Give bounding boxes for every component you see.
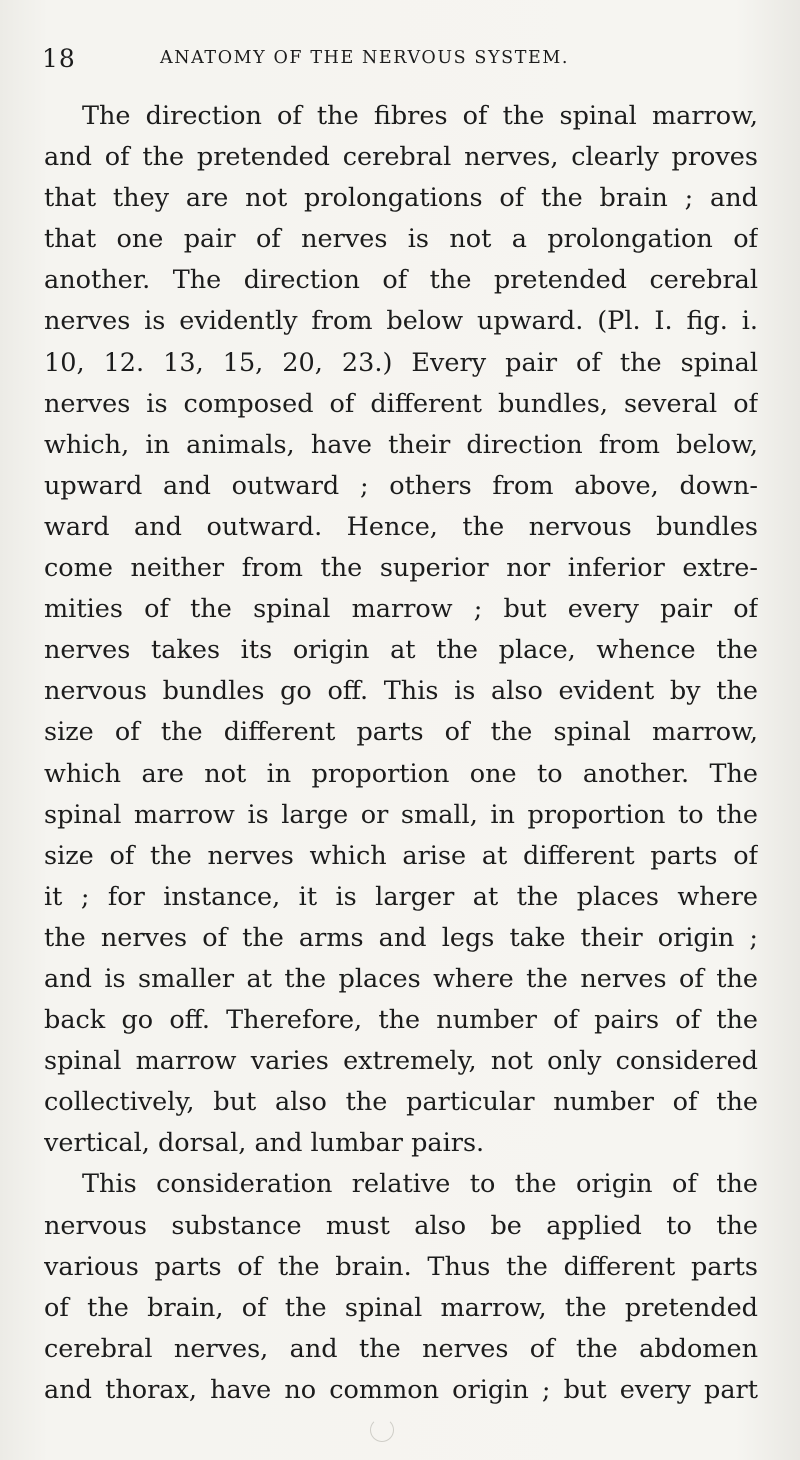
text-line: the nerves of the arms and legs take their origin ;	[44, 922, 758, 953]
text-line: mities of the spinal marrow ; but every pair of	[44, 594, 758, 625]
text-line: it ; for instance, it is larger at the places where	[44, 881, 758, 912]
text-line: nervous substance must also be applied to the	[44, 1210, 758, 1241]
text-line: and thorax, have no common origin ; but every part	[44, 1374, 758, 1405]
text-line: ward and outward. Hence, the nervous bundles	[44, 511, 758, 542]
text-line: back go off. Therefore, the number of pairs of the	[44, 1005, 758, 1036]
text-line: spinal marrow is large or small, in proportion to the	[44, 799, 758, 830]
text-line: another. The direction of the pretended cerebral	[44, 265, 758, 296]
text-line: collectively, but also the particular number of the	[44, 1087, 758, 1118]
text-line: vertical, dorsal, and lumbar pairs.	[44, 1128, 485, 1159]
text-line: This consideration relative to the origin of the	[82, 1169, 758, 1200]
text-line: nerves takes its origin at the place, whence the	[44, 635, 758, 666]
text-line: come neither from the superior nor inferior extre-	[44, 553, 758, 584]
text-line: nerves is evidently from below upward. (Pl. I. fig. i.	[44, 306, 758, 337]
page-number: 18	[42, 44, 76, 73]
text-line: of the brain, of the spinal marrow, the pretended	[44, 1292, 758, 1323]
body-text	[44, 96, 758, 1411]
text-line: various parts of the brain. Thus the different parts	[44, 1251, 758, 1282]
text-line: that one pair of nerves is not a prolongation of	[44, 224, 758, 255]
text-line: upward and outward ; others from above, down-	[44, 470, 758, 501]
text-line: size of the nerves which arise at different parts of	[44, 840, 758, 871]
text-line: nervous bundles go off. This is also evident by the	[44, 676, 758, 707]
paper-blemish	[370, 1418, 394, 1442]
text-line: size of the different parts of the spinal marrow,	[44, 717, 758, 748]
text-line: which, in animals, have their direction from below,	[44, 429, 758, 460]
text-line: which are not in proportion one to another. The	[44, 758, 758, 789]
running-head: ANATOMY OF THE NERVOUS SYSTEM.	[160, 48, 570, 68]
text-line: cerebral nerves, and the nerves of the abdomen	[44, 1333, 758, 1364]
page-header	[42, 44, 758, 78]
text-line: 10, 12. 13, 15, 20, 23.) Every pair of the spinal	[44, 347, 758, 378]
text-line: and of the pretended cerebral nerves, clearly proves	[44, 142, 758, 173]
text-line: spinal marrow varies extremely, not only considered	[44, 1046, 758, 1077]
text-line: nerves is composed of different bundles, several of	[44, 388, 758, 419]
text-line: The direction of the fibres of the spinal marrow,	[82, 101, 758, 131]
text-line: that they are not prolongations of the brain ; and	[44, 183, 758, 214]
text-line: and is smaller at the places where the nerves of the	[44, 963, 758, 994]
